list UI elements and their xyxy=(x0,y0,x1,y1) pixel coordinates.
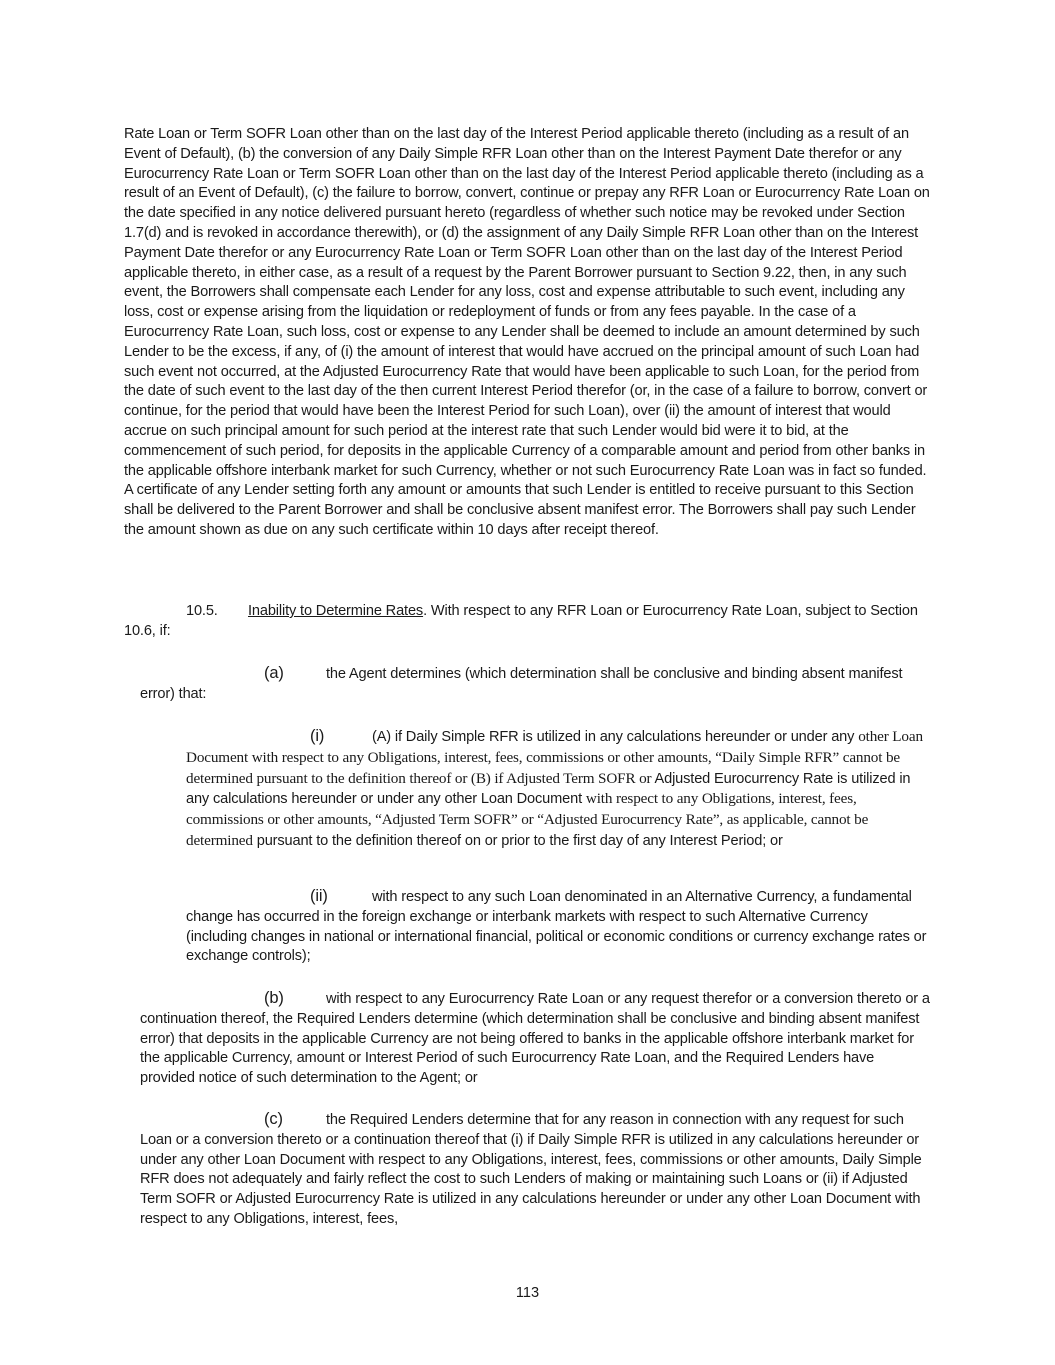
section-heading: Inability to Determine Rates xyxy=(248,603,424,619)
clause-b-text: with respect to any Eurocurrency Rate Loan or any request therefor or a conversion thereto or a continuation thereof, the Required Lenders determine (which determination shall be conclusive and binding absent manifest error) that deposits in the applicable Currency are not being offered to banks in the applicable offshore interbank market for the applicable Currency, amount or Interest Period of such Eurocurrency Rate Loan, and the Required Lenders have provided notice of such determination to the Agent; or xyxy=(140,991,930,1087)
section-number: 10.5. xyxy=(186,603,218,619)
clause-ii-text: with respect to any such Loan denominated in an Alternative Currency, a fundamental change has occurred in the foreign exchange or interbank markets with respect to such Alternative Currency (including changes in national or international financial, political or economic conditions or currency exchange rates or exchange controls); xyxy=(186,889,927,965)
clause-a xyxy=(140,664,932,705)
section-10-5 xyxy=(124,602,932,642)
clause-b-label: (b) xyxy=(264,989,284,1007)
section-intro-text: . With respect to any RFR Loan or Eurocurrency Rate Loan, subject to Section 10.6, if: xyxy=(124,603,918,639)
clause-c-text: the Required Lenders determine that for any reason in connection with any request for such Loan or a conversion thereto or a continuation thereof that (i) if Daily Simple RFR is utilized in any calculations hereunder or under any other Loan Document with respect to any Obligations, interest, fees, commissions or other amounts, Daily Simple RFR does not adequately and fairly reflect the cost to such Lenders of making or maintaining such Loans or (ii) if Adjusted Term SOFR or Adjusted Eurocurrency Rate is utilized in any calculations hereunder or under any other Loan Document with respect to any Obligations, interest, fees, xyxy=(140,1112,922,1227)
clause-ii-label: (ii) xyxy=(310,887,328,905)
page-number: 113 xyxy=(515,1285,540,1301)
clause-i-text-3: Adjusted Eurocurrency Rate is utilized in any calculations hereunder or under any other Loan Document xyxy=(186,770,911,808)
clause-i-text-4: with respect to any Obligations, interest, fees, commissions or other amounts, “Adjusted Term SOFR” or “Adjusted Eurocurrency Rate”, as applicable, cannot be determined xyxy=(186,790,869,849)
clause-a-label: (a) xyxy=(264,664,284,682)
paragraph-breakage-continued: Rate Loan or Term SOFR Loan other than on the last day of the Interest Period applicable thereto (including as a result of an Event of Default), (b) the conversion of any Daily Simple RFR Loan other than on the Interest Payment Date therefor or any Eurocurrency Rate Loan or Term SOFR Loan other than on the last day of the Interest Period applicable thereto (including as a result of an Event of Default), (c) the failure to borrow, convert, continue or prepay any RFR Loan or Eurocurrency Rate Loan on the date specified in any notice delivered pursuant hereto (regardless of whether such notice may be revoked under Section 1.7(d) and is revoked in accordance therewith), or (d) the assignment of any Daily Simple RFR Loan other than on the Interest Payment Date therefor or any Eurocurrency Rate Loan or Term SOFR Loan other than on the last day of the Interest Period applicable thereto, in either case, as a result of a request by the Parent Borrower pursuant to Section 9.22, then, in any such event, the Borrowers shall compensate each Lender for any loss, cost and expense attributable to such event, including any loss, cost or expense arising from the liquidation or redeployment of funds or from any fees payable. In the case of a Eurocurrency Rate Loan, such loss, cost or expense to any Lender shall be deemed to include an amount determined by such Lender to be the excess, if any, of (i) the amount of interest that would have accrued on the principal amount of such Loan had such event not occurred, at the Adjusted Eurocurrency Rate that would have been applicable to such Loan, for the period from the date of such event to the last day of the then current Interest Period therefor (or, in the case of a failure to borrow, convert or continue, for the period that would have been the Interest Period for such Loan), over (ii) the amount of interest that would accrue on such principal amount for such period at the interest rate that such Lender would bid were it to bid, at the commencement of such period, for deposits in the applicable Currency of a comparable amount and period from other banks in the applicable offshore interbank market for such Currency, whether or not such Eurocurrency Rate Loan was in fact so funded. A certificate of any Lender setting forth any amount or amounts that such Lender is entitled to receive pursuant to this Section shall be delivered to the Parent Borrower and shall be conclusive absent manifest error. The Borrowers shall pay such Lender the amount shown as due on any such certificate within 10 days after receipt thereof. xyxy=(124,126,930,538)
clause-i-text-2: other Loan Document with respect to any Obligations, interest, fees, commissions or other amounts, “Daily Simple RFR” cannot be determined pursuant to the definition thereof or (B) if Adjusted Term SOFR or xyxy=(186,728,923,787)
clause-ii xyxy=(186,887,932,967)
clause-c-label: (c) xyxy=(264,1110,283,1128)
clause-i-text-1: (A) if Daily Simple RFR is utilized in any calculations hereunder or under any xyxy=(372,729,859,745)
clause-i-text-5: pursuant to the definition thereof on or prior to the first day of any Interest Period; or xyxy=(252,832,783,849)
clause-a-text: the Agent determines (which determination shall be conclusive and binding absent manifest error) that: xyxy=(140,666,903,702)
clause-i xyxy=(186,727,932,852)
clause-b xyxy=(140,989,932,1089)
clause-c xyxy=(140,1110,932,1230)
clause-i-label: (i) xyxy=(310,727,325,745)
